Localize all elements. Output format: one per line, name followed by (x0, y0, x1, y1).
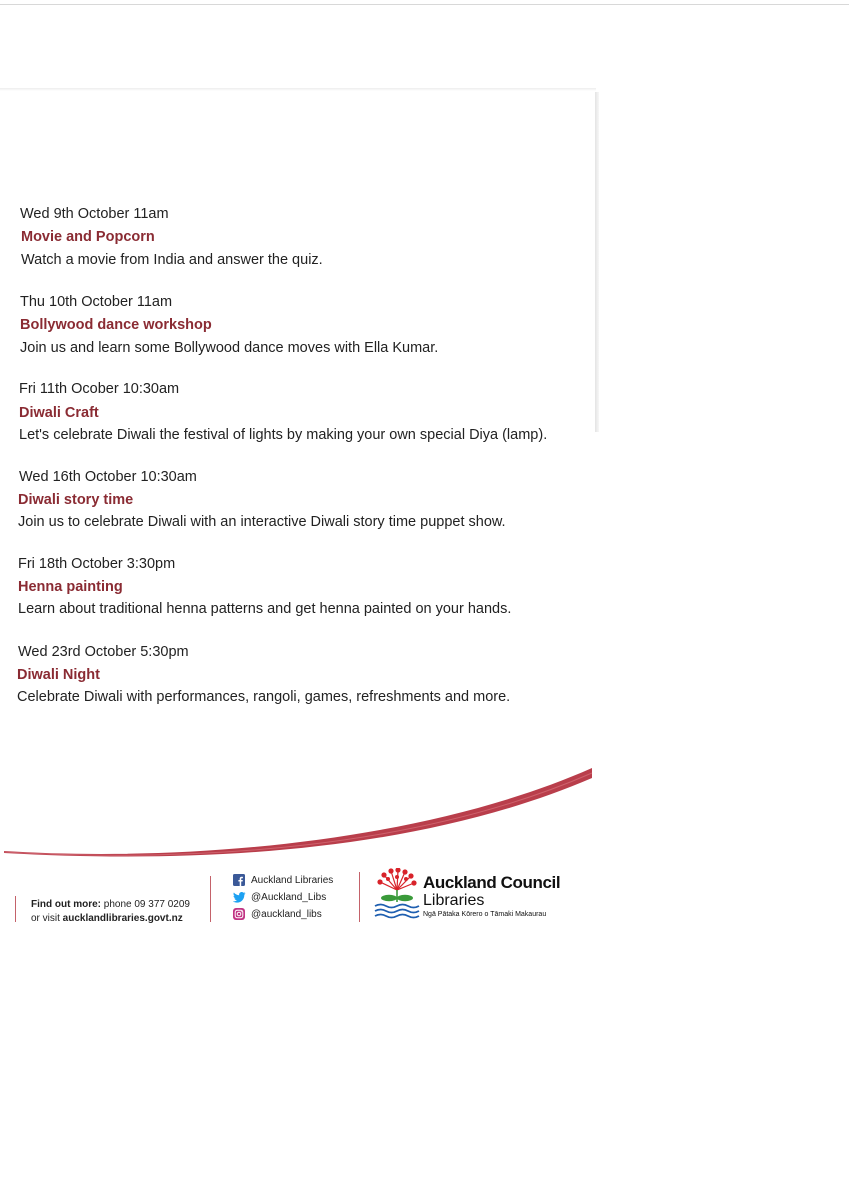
footer (0, 868, 600, 928)
sheet-edge-top (0, 88, 596, 91)
event-date: Wed 9th October 11am (20, 206, 169, 222)
instagram-icon (233, 908, 245, 920)
event-title: Diwali Craft (19, 405, 99, 421)
logo-tagline: Ngā Pātaka Kōrero o Tāmaki Makaurau (423, 911, 547, 918)
footer-divider (210, 876, 211, 922)
instagram-handle: @auckland_libs (251, 908, 322, 920)
event-title: Movie and Popcorn (21, 229, 155, 245)
event-date: Wed 16th October 10:30am (19, 469, 197, 485)
event-description: Join us to celebrate Diwali with an interactive Diwali story time puppet show. (18, 514, 506, 530)
event-title: Diwali Night (17, 667, 100, 683)
event-date: Thu 10th October 11am (20, 294, 173, 310)
facebook-handle: Auckland Libraries (251, 874, 334, 886)
facebook-icon (233, 874, 245, 886)
find-out-label: Find out more: (31, 899, 101, 910)
event-title: Henna painting (18, 579, 123, 595)
social-facebook[interactable] (233, 874, 333, 886)
footer-divider (359, 872, 360, 922)
event-description: Watch a movie from India and answer the quiz. (21, 252, 323, 268)
decorative-swoosh (0, 760, 600, 870)
sheet-edge-right (595, 92, 599, 432)
footer-divider (15, 896, 16, 922)
visit-prefix: or visit (31, 913, 63, 924)
logo-libraries-text: Libraries (423, 892, 485, 909)
event-description: Celebrate Diwali with performances, rangoli, games, refreshments and more. (17, 689, 511, 705)
phone-number: phone 09 377 0209 (101, 899, 190, 910)
event-date: Fri 18th October 3:30pm (18, 556, 176, 572)
scan-edge-line (0, 4, 849, 5)
social-instagram[interactable] (233, 908, 322, 920)
event-description: Join us and learn some Bollywood dance moves with Ella Kumar. (20, 340, 439, 356)
social-twitter[interactable] (233, 891, 326, 903)
pohutukawa-logo-icon (374, 868, 420, 922)
event-title: Bollywood dance workshop (20, 317, 212, 333)
event-description: Learn about traditional henna patterns and get henna painted on your hands. (18, 601, 512, 617)
contact-info (31, 898, 190, 926)
event-date: Fri 11th Ocober 10:30am (19, 381, 180, 397)
twitter-icon (233, 891, 245, 903)
twitter-handle: @Auckland_Libs (251, 891, 327, 903)
website-link[interactable]: aucklandlibraries.govt.nz (62, 913, 183, 924)
event-date: Wed 23rd October 5:30pm (18, 644, 189, 660)
logo-council-text: Auckland Council (423, 873, 561, 892)
event-title: Diwali story time (18, 492, 134, 508)
event-description: Let's celebrate Diwali the festival of lights by making your own special Diya (lamp). (19, 427, 548, 443)
